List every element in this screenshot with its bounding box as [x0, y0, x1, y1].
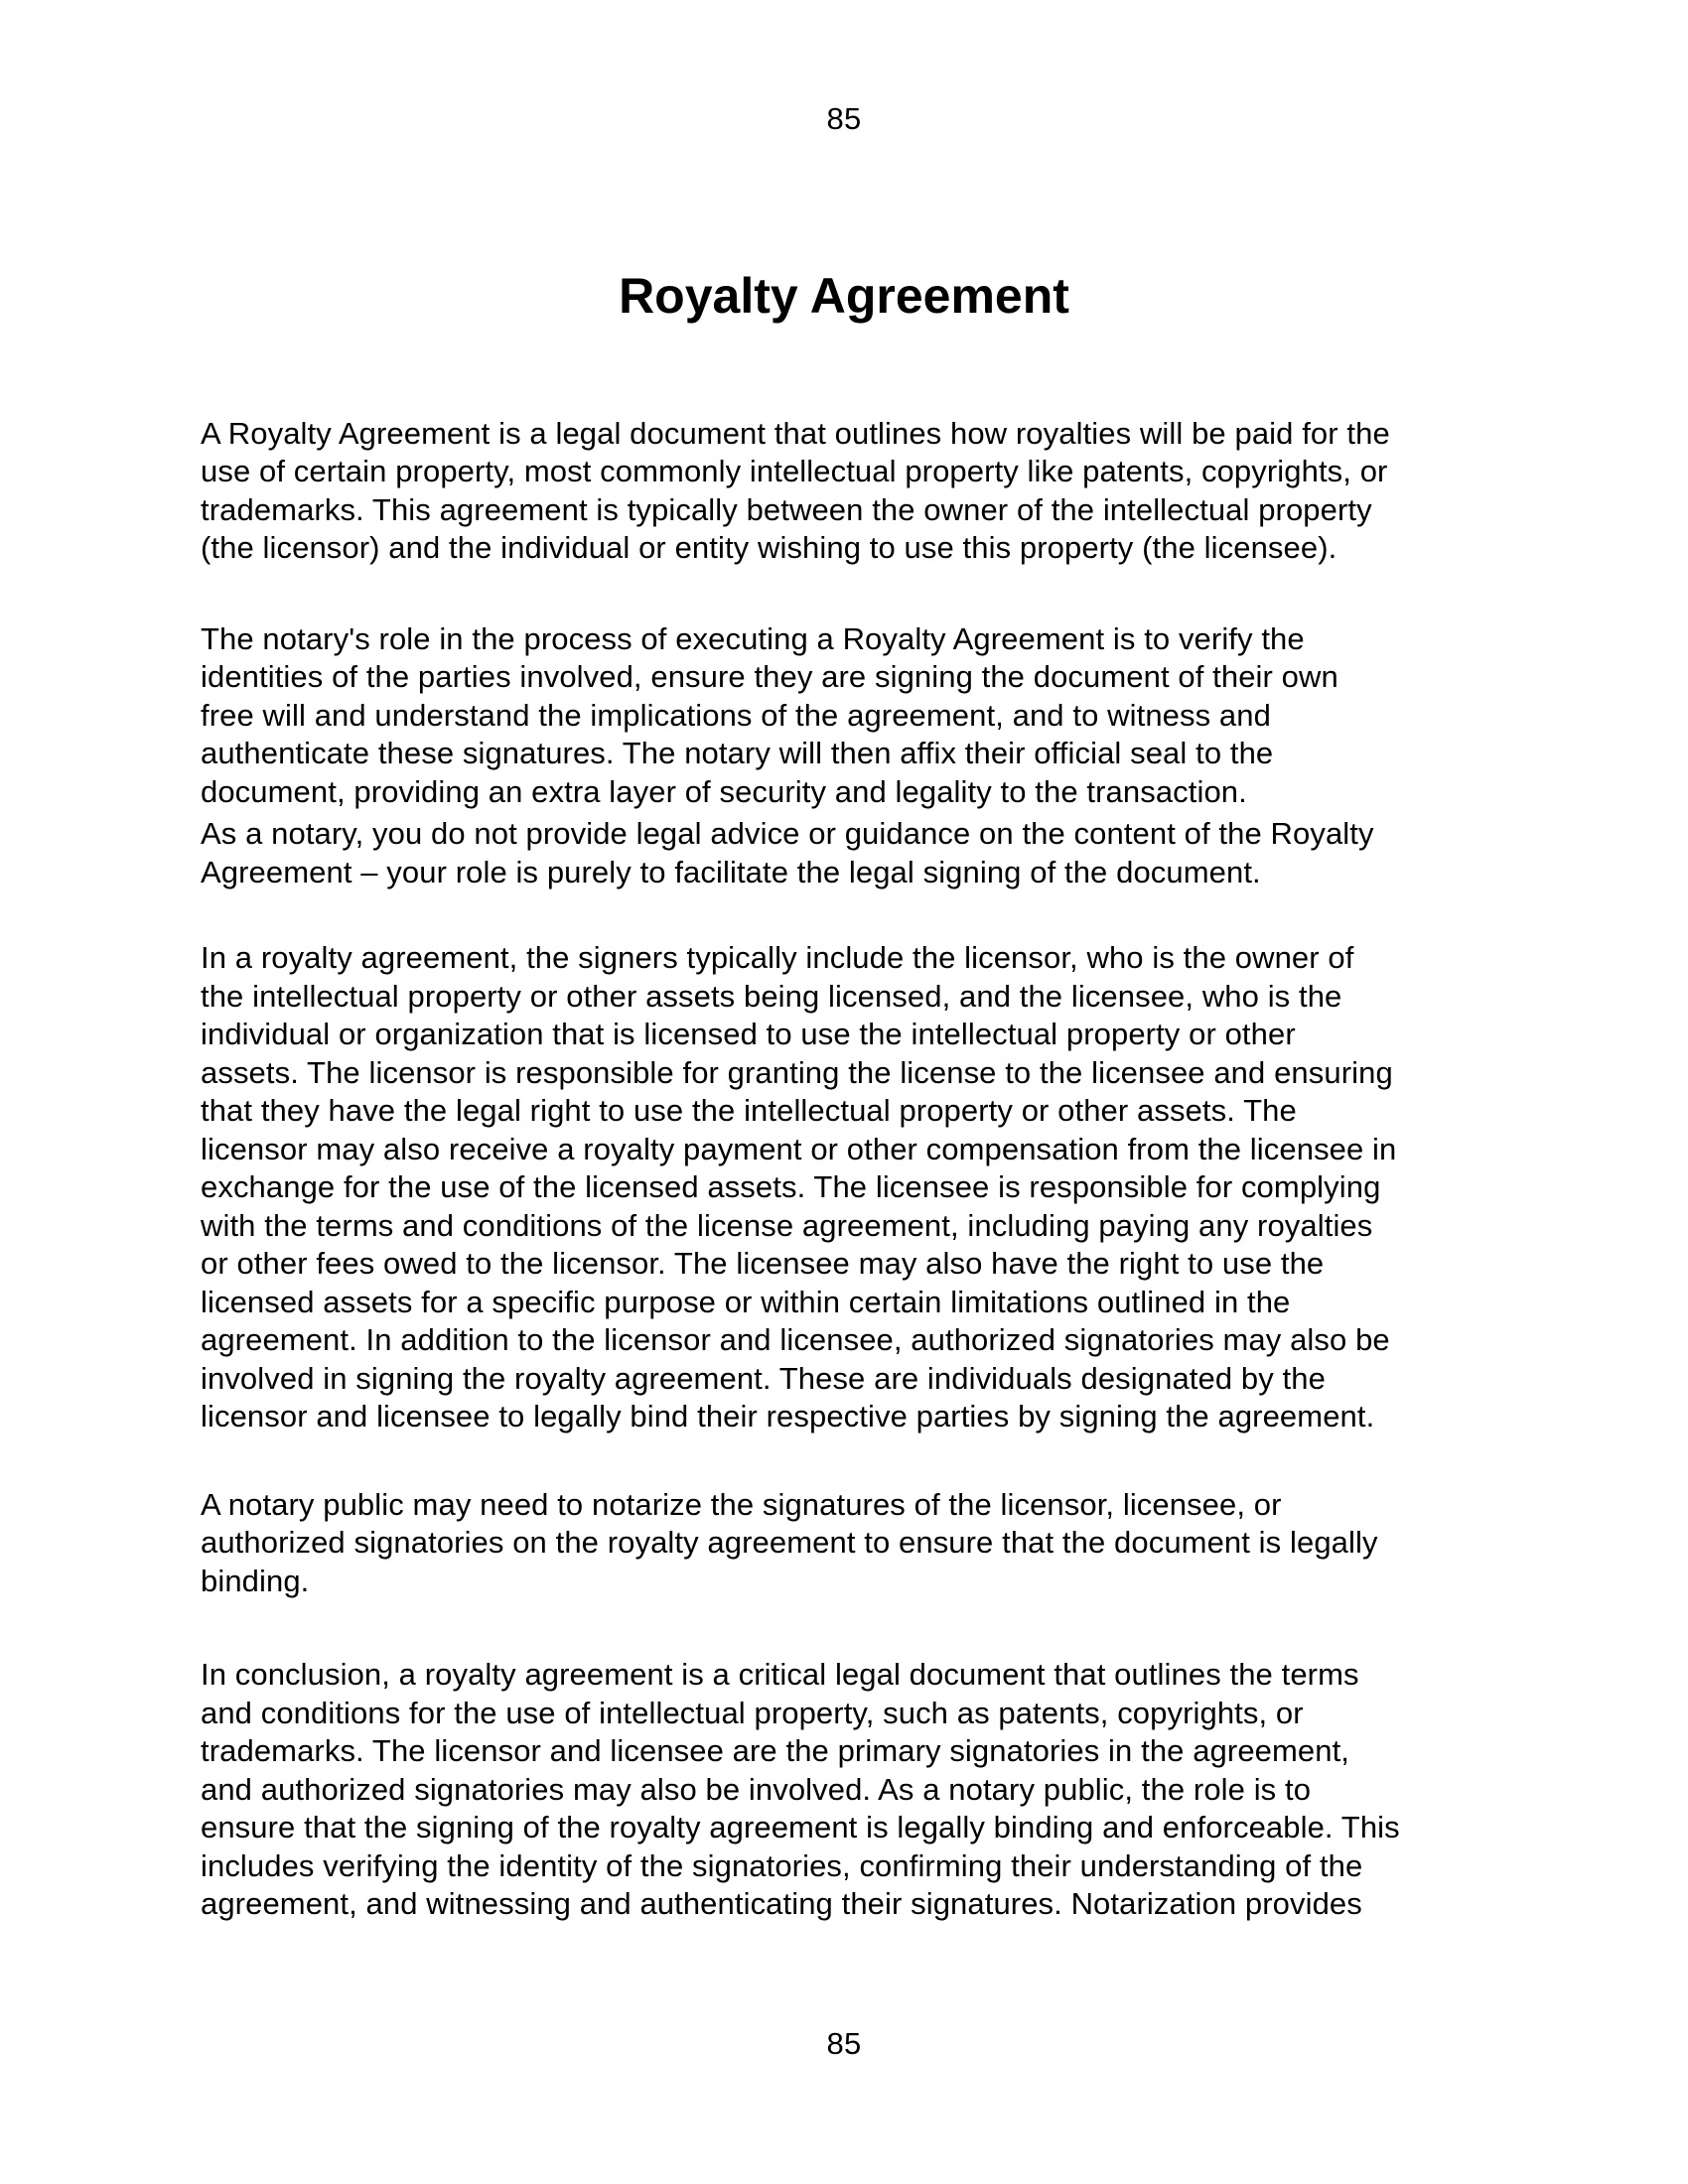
document-body — [201, 415, 1688, 1924]
page-number-header: 85 — [826, 101, 862, 136]
text-line: assets. The licensor is responsible for granting the license to the licensee and ensuring — [201, 1054, 1393, 1090]
text-line: licensor and licensee to legally bind their respective parties by signing the agreement. — [201, 1399, 1375, 1433]
paragraph — [201, 1656, 1688, 1924]
text-line: includes verifying the identity of the signatories, confirming their understanding of the — [201, 1847, 1363, 1883]
text-line: involved in signing the royalty agreement. These are individuals designated by the — [201, 1360, 1326, 1396]
text-line: ensure that the signing of the royalty agreement is legally binding and enforceable. This — [201, 1810, 1400, 1844]
text-line: and authorized signatories may also be involved. As a notary public, the role is to — [201, 1771, 1312, 1807]
page-number-footer: 85 — [826, 2025, 862, 2061]
text-line: the intellectual property or other assets being licensed, and the licensee, who is the — [201, 978, 1342, 1014]
paragraph — [201, 1486, 1688, 1601]
text-line: and conditions for the use of intellectual property, such as patents, copyrights, or — [201, 1695, 1304, 1730]
text-line: trademarks. This agreement is typically between the owner of the intellectual property — [201, 491, 1372, 527]
paragraph — [201, 415, 1688, 568]
text-line: In a royalty agreement, the signers typically include the licensor, who is the owner of — [201, 940, 1354, 975]
text-line: authenticate these signatures. The notary will then affix their official seal to the — [201, 736, 1274, 770]
text-line: In conclusion, a royalty agreement is a critical legal document that outlines the terms — [201, 1657, 1359, 1692]
text-line: The notary's role in the process of executing a Royalty Agreement is to verify the — [201, 620, 1305, 656]
text-line: trademarks. The licensor and licensee are the primary signatories in the agreement, — [201, 1733, 1350, 1768]
text-line: authorized signatories on the royalty agreement to ensure that the document is legally — [201, 1525, 1378, 1560]
paragraph — [201, 815, 1688, 891]
text-line: identities of the parties involved, ensure they are signing the document of their own — [201, 659, 1338, 694]
text-line: binding. — [201, 1563, 310, 1598]
text-line: or other fees owed to the licensor. The licensee may also have the right to use the — [201, 1246, 1325, 1281]
text-line: exchange for the use of the licensed assets. The licensee is responsible for complying — [201, 1169, 1381, 1204]
paragraph — [201, 939, 1688, 1436]
text-line: with the terms and conditions of the license agreement, including paying any royalties — [201, 1207, 1373, 1243]
text-line: (the licensor) and the individual or entity wishing to use this property (the licensee). — [201, 530, 1337, 565]
text-line: agreement, and witnessing and authenticating their signatures. Notarization provides — [201, 1886, 1362, 1921]
text-line: As a notary, you do not provide legal advice or guidance on the content of the Royalty — [201, 816, 1374, 851]
text-line: free will and understand the implications of the agreement, and to witness and — [201, 697, 1271, 733]
text-line: licensed assets for a specific purpose or within certain limitations outlined in the — [201, 1284, 1291, 1319]
text-line: that they have the legal right to use the intellectual property or other assets. The — [201, 1093, 1297, 1128]
text-line: A Royalty Agreement is a legal document that outlines how royalties will be paid for the — [201, 415, 1390, 451]
text-line: Agreement – your role is purely to facilitate the legal signing of the document. — [201, 854, 1261, 889]
text-line: agreement. In addition to the licensor and licensee, authorized signatories may also be — [201, 1322, 1390, 1357]
text-line: licensor may also receive a royalty payment or other compensation from the licensee in — [201, 1131, 1397, 1166]
text-line: document, providing an extra layer of security and legality to the transaction. — [201, 773, 1247, 809]
text-line: use of certain property, most commonly intellectual property like patents, copyrights, or — [201, 454, 1388, 488]
text-line: individual or organization that is licensed to use the intellectual property or other — [201, 1017, 1296, 1051]
text-line: A notary public may need to notarize the signatures of the licensor, licensee, or — [201, 1486, 1282, 1522]
page-title: Royalty Agreement — [619, 267, 1069, 324]
paragraph — [201, 620, 1688, 812]
